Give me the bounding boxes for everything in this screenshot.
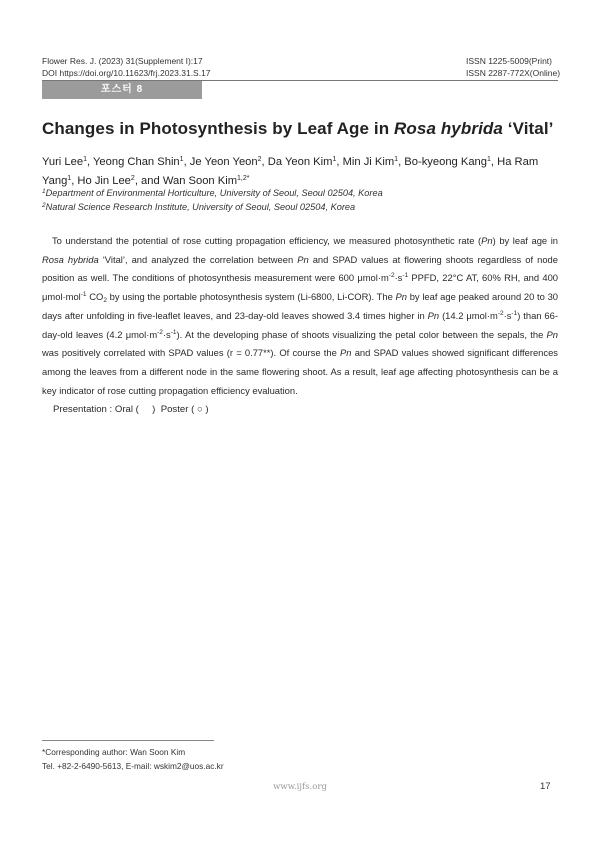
abstract-text: by using the portable photosynthesis system (Li-6800, Li-COR). The bbox=[106, 291, 396, 303]
author-affiliation-mark: 1 bbox=[332, 156, 337, 163]
abstract-text: was positively correlated with SPAD values (r = 0.77**). Of course the bbox=[42, 347, 341, 359]
abstract-superscript: -1 bbox=[511, 309, 518, 317]
presentation-type: Presentation : Oral ( ) Poster ( ○ ) bbox=[53, 404, 209, 415]
author-affiliation-mark: 1 bbox=[67, 175, 72, 182]
abstract-text: by leaf age peaked around 20 to 30 days after unfolding in five-leaflet leaves, and 23-day-old leaves showed 3.4 times higher in bbox=[42, 291, 558, 321]
footnote bbox=[42, 745, 224, 773]
author-separator: , bbox=[261, 156, 268, 168]
author-name: Min Ji Kim bbox=[342, 156, 395, 168]
doi-line: DOI https://doi.org/10.11623/frj.2023.31.S.17 bbox=[42, 68, 211, 78]
abstract-superscript: -2 bbox=[497, 309, 504, 317]
abstract-italic: Pn bbox=[395, 291, 407, 303]
abstract-text: and SPAD values showed significant differences among the leaves from a different node in the same flowering shoot. As a result, leaf age affecting photosynthesis can be a key indicator of rose cutting propagation efficiency evaluation. bbox=[42, 347, 558, 396]
abstract-text: and SPAD values at flowering shoots regardless of node position as well. The conditions of photosynthesis measurement were 600 μmol·m bbox=[42, 253, 558, 284]
title-suffix: ‘Vital’ bbox=[502, 119, 554, 138]
abstract-italic: Pn bbox=[297, 253, 309, 265]
affiliation-list bbox=[42, 186, 383, 214]
author-affiliation-mark: 1 bbox=[487, 156, 491, 163]
abstract-text: CO bbox=[86, 291, 104, 303]
author-name: Wan Soon Kim bbox=[162, 175, 238, 187]
journal-citation: Flower Res. J. (2023) 31(Supplement I):17 bbox=[42, 56, 203, 66]
issn-online: ISSN 2287-772X(Online) bbox=[466, 68, 561, 78]
abstract-text: To understand the potential of rose cutting propagation efficiency, we measured photosynthetic rate ( bbox=[52, 235, 482, 246]
author-affiliation-mark: 2 bbox=[257, 156, 262, 163]
author-name: Ho Jin Lee bbox=[77, 175, 131, 187]
author-name: Bo-kyeong Kang bbox=[404, 156, 488, 168]
abstract-paragraph bbox=[42, 232, 558, 400]
author-separator: , bbox=[183, 156, 190, 168]
affiliation-mark: 1 bbox=[42, 188, 46, 195]
author-name: Je Yeon Yeon bbox=[189, 156, 258, 168]
paper-title bbox=[42, 119, 562, 139]
journal-header-right bbox=[466, 55, 560, 79]
abstract-text: ) than 66-day-old leaves (4.2 μmol·m bbox=[42, 309, 558, 340]
author-affiliation-mark: 1 bbox=[179, 156, 184, 163]
title-prefix: Changes in Photosynthesis by Leaf Age in bbox=[42, 119, 395, 138]
abstract-text: PPFD, 22°C AT, 60% RH, and 400 μmol·mol bbox=[42, 272, 559, 303]
author-contact: Tel. +82-2-6490-5613, E-mail: wskim2@uos.ac.kr bbox=[42, 761, 224, 771]
author-separator: , bbox=[398, 156, 405, 168]
abstract-text: ·s bbox=[162, 328, 171, 340]
author-name: Yeong Chan Shin bbox=[92, 156, 180, 168]
abstract-text: ·s bbox=[394, 272, 403, 284]
abstract-superscript: -2 bbox=[157, 328, 163, 336]
abstract-italic: Rosa hybrida bbox=[42, 253, 99, 265]
abstract-text: ·s bbox=[503, 309, 512, 321]
abstract bbox=[42, 232, 558, 400]
author-separator: , bbox=[490, 156, 498, 168]
author-affiliation-mark: 2 bbox=[130, 175, 135, 182]
author-separator: , bbox=[86, 156, 93, 168]
poster-tag: 포스터 8 bbox=[42, 81, 202, 99]
title-species: Rosa hybrida bbox=[394, 119, 503, 138]
author-name: Ha Ram Yang bbox=[42, 156, 539, 187]
abstract-italic: Pn bbox=[427, 309, 440, 321]
abstract-subscript: 2 bbox=[103, 297, 107, 305]
journal-header-left bbox=[42, 55, 211, 79]
author-separator: , bbox=[71, 175, 78, 187]
abstract-italic: Pn bbox=[546, 328, 558, 340]
author-separator: , and bbox=[134, 175, 163, 187]
author-name: Yuri Lee bbox=[42, 156, 84, 168]
issn-print: ISSN 1225-5009(Print) bbox=[466, 56, 552, 66]
abstract-superscript: -1 bbox=[80, 291, 87, 299]
page-number: 17 bbox=[540, 781, 551, 792]
affiliation-text: Department of Environmental Horticulture, University of Seoul, Seoul 02504, Korea bbox=[45, 188, 383, 198]
abstract-superscript: -1 bbox=[402, 272, 409, 280]
author-affiliation-mark: 1 bbox=[83, 156, 87, 163]
affiliation-mark: 2 bbox=[42, 202, 46, 209]
abstract-text: ). At the developing phase of shoots visualizing the petal color between the sepals, the bbox=[176, 328, 547, 340]
abstract-italic: Pn bbox=[340, 347, 352, 359]
author-affiliation-mark: 1 bbox=[394, 156, 399, 163]
affiliation-text: Natural Science Research Institute, University of Seoul, Seoul 02504, Korea bbox=[45, 202, 356, 212]
author-separator: , bbox=[336, 156, 343, 168]
journal-website: www.ijfs.org bbox=[273, 782, 327, 792]
abstract-italic: Pn bbox=[481, 235, 493, 246]
abstract-text: ) by leaf age in bbox=[492, 235, 558, 246]
footnote-divider bbox=[42, 740, 214, 741]
abstract-text: ‘Vital’, and analyzed the correlation between bbox=[98, 253, 298, 265]
corresponding-author: *Corresponding author: Wan Soon Kim bbox=[42, 747, 186, 757]
abstract-superscript: -2 bbox=[388, 272, 395, 280]
author-affiliation-mark: 1,2* bbox=[237, 175, 250, 182]
abstract-text: (14.2 μmol·m bbox=[439, 309, 498, 321]
affiliation bbox=[42, 200, 383, 214]
affiliation bbox=[42, 186, 383, 200]
abstract-superscript: -1 bbox=[170, 328, 177, 336]
author-name: Da Yeon Kim bbox=[267, 156, 333, 168]
